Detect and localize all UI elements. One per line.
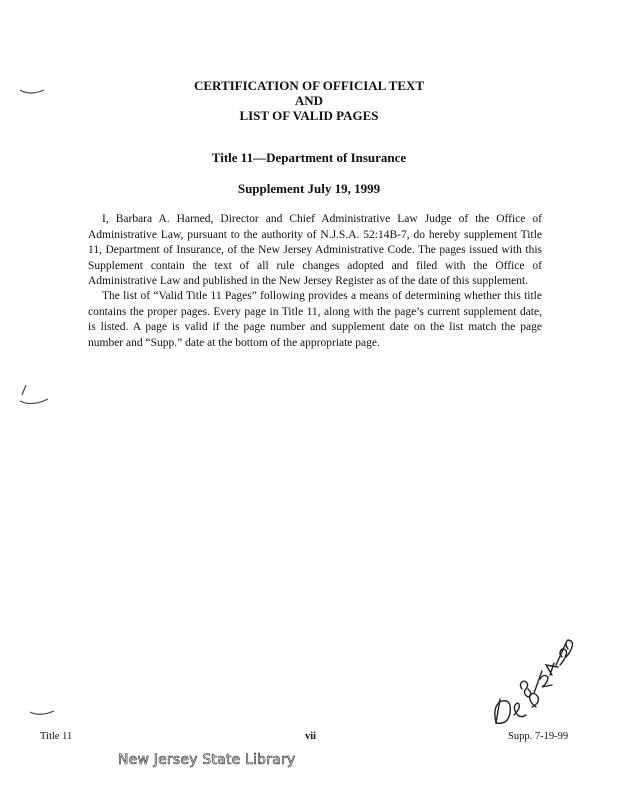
scan-mark-top — [18, 84, 48, 98]
certification-heading: CERTIFICATION OF OFFICIAL TEXT — [193, 78, 425, 93]
library-stamp: New Jersey State Library — [118, 752, 296, 768]
department-title: Title 11—Department of Insurance — [211, 150, 407, 165]
valid-pages-paragraph: The list of “Valid Title 11 Pages” following provides a means of determining whether this title contains the proper pages. Every page in Title 11, along with the page’s current supplement date, is listed. A page is valid if the page number and supplement date on the list match the page number and “Supp.” date at the bottom of the appropriate page. — [88, 290, 542, 349]
heading-conjunction: AND — [294, 93, 324, 108]
supplement-date: Supplement July 19, 1999 — [237, 181, 381, 196]
handwritten-initials-signature — [488, 635, 578, 735]
valid-pages-heading: LIST OF VALID PAGES — [239, 108, 379, 123]
page-number: vii — [305, 731, 317, 742]
scan-mark-bottom — [28, 706, 58, 720]
certification-paragraph: I, Barbara A. Harned, Director and Chief Administrative Law Judge of the Office of Administrative Law, pursuant to the authority of N.J.S.A. 52:14B-7, do hereby supplement Title 11, Department of Insurance, of the New Jersey Administrative Code. The pages issued with this Supplement contain the text of all rule changes adopted and filed with the Office of Administrative Law and published in the New Jersey Register as of the date of this supplement. — [88, 213, 542, 287]
footer-title: Title 11 — [40, 731, 73, 742]
scan-mark-middle — [18, 383, 52, 409]
supplement-footer-date: Supp. 7-19-99 — [508, 731, 569, 742]
